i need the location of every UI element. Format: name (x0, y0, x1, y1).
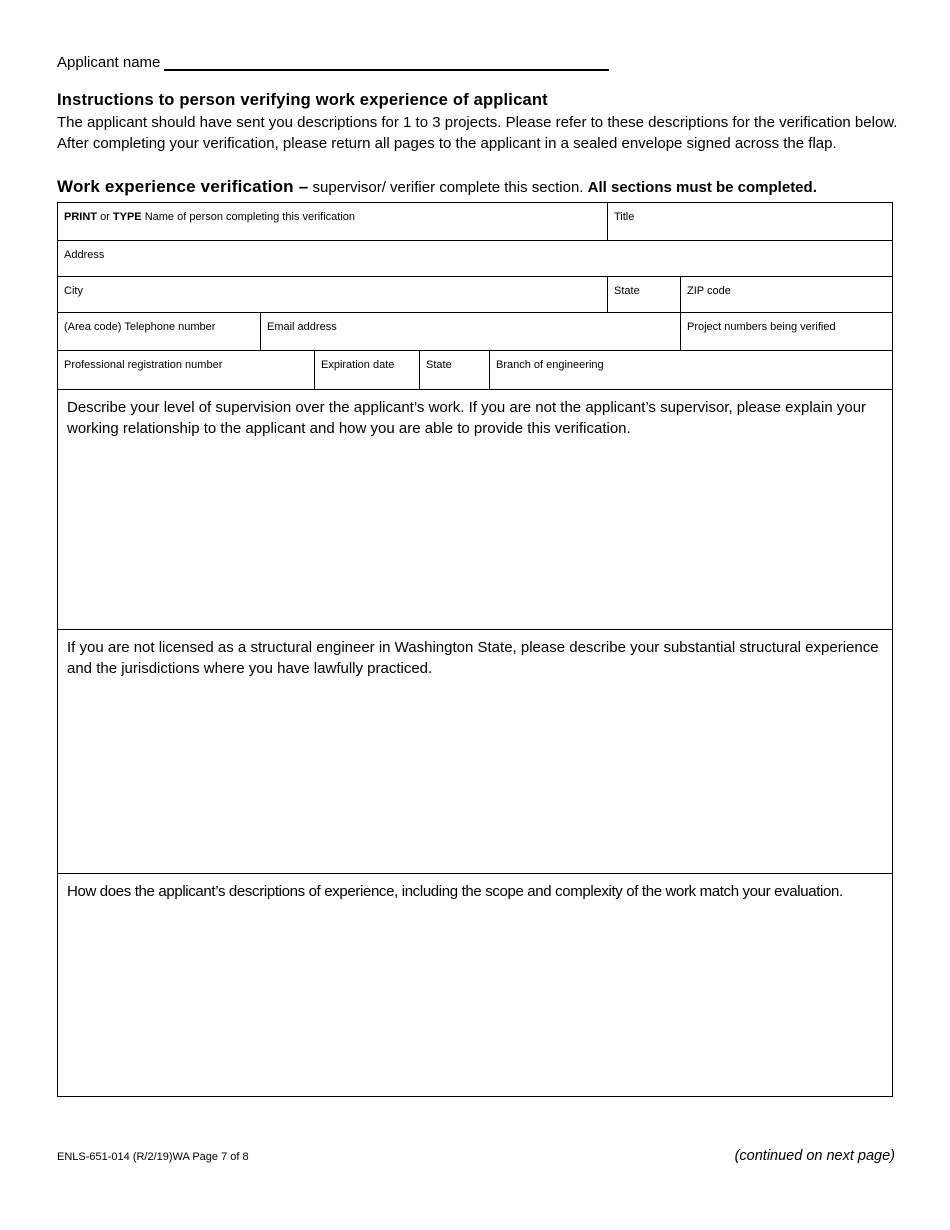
row-address (58, 241, 892, 277)
row-registration (58, 351, 892, 390)
page-footer (57, 1148, 895, 1164)
branch-of-engineering-label: Branch of engineering (496, 359, 604, 371)
verification-form-table (57, 202, 893, 1097)
row-name-title (58, 203, 892, 241)
telephone-field[interactable] (58, 313, 261, 350)
evaluation-match-field[interactable] (58, 874, 892, 1096)
instructions-heading: Instructions to person verifying work experience of applicant (57, 91, 548, 109)
verifier-name-field[interactable] (58, 203, 608, 240)
project-numbers-label: Project numbers being verified (687, 321, 836, 333)
supervision-description-field[interactable] (58, 390, 892, 630)
registration-state-field[interactable] (420, 351, 490, 389)
email-field[interactable] (261, 313, 681, 350)
applicant-name-label: Applicant name (57, 54, 161, 71)
expiration-date-field[interactable] (315, 351, 420, 389)
verifier-name-label: PRINT or TYPE Name of person completing this verification (64, 211, 356, 223)
branch-of-engineering-field[interactable] (490, 351, 892, 389)
section-heading-title: Work experience verification – (57, 177, 309, 196)
instructions-body: The applicant should have sent you descriptions for 1 to 3 projects. Please refer to these descriptions for the verification below. After completing your verification, please return all pages to the applicant in a sealed envelope signed across the flap. (57, 114, 898, 152)
section-heading-subtitle: supervisor/ verifier complete this section. (312, 179, 584, 196)
state-label: State (614, 285, 640, 297)
row-city-state-zip (58, 277, 892, 313)
project-numbers-field[interactable] (681, 313, 892, 350)
zip-code-field[interactable] (681, 277, 892, 312)
city-label: City (64, 285, 83, 297)
registration-state-label: State (426, 359, 452, 371)
structural-experience-field[interactable] (58, 630, 892, 874)
supervision-description-prompt: Describe your level of supervision over the applicant’s work. If you are not the applicant’s supervisor, please explain your working relationship to the applicant and how you are able to provide this verification. (67, 399, 867, 437)
structural-experience-prompt: If you are not licensed as a structural engineer in Washington State, please describe your substantial structural experience and the jurisdictions where you have lawfully practiced. (67, 639, 879, 677)
section-heading (57, 177, 893, 197)
state-field[interactable] (608, 277, 681, 312)
registration-number-field[interactable] (58, 351, 315, 389)
evaluation-match-prompt: How does the applicant’s descriptions of experience, including the scope and complexity of the work match your evaluation. (67, 883, 843, 900)
title-field[interactable] (608, 203, 892, 240)
row-phone-email-projects (58, 313, 892, 351)
registration-number-label: Professional registration number (64, 359, 223, 371)
telephone-label: (Area code) Telephone number (64, 321, 216, 333)
address-field[interactable] (58, 241, 892, 276)
zip-code-label: ZIP code (687, 285, 731, 297)
expiration-date-label: Expiration date (321, 359, 395, 371)
title-label: Title (614, 211, 635, 223)
email-label: Email address (267, 321, 337, 333)
address-label: Address (64, 249, 105, 261)
form-number: ENLS-651-014 (R/2/19)WA Page 7 of 8 (57, 1151, 249, 1163)
section-heading-requirement: All sections must be completed. (587, 179, 817, 196)
continued-note: (continued on next page) (734, 1148, 895, 1164)
applicant-name-row (57, 54, 609, 71)
city-field[interactable] (58, 277, 608, 312)
applicant-name-field[interactable] (164, 56, 609, 71)
